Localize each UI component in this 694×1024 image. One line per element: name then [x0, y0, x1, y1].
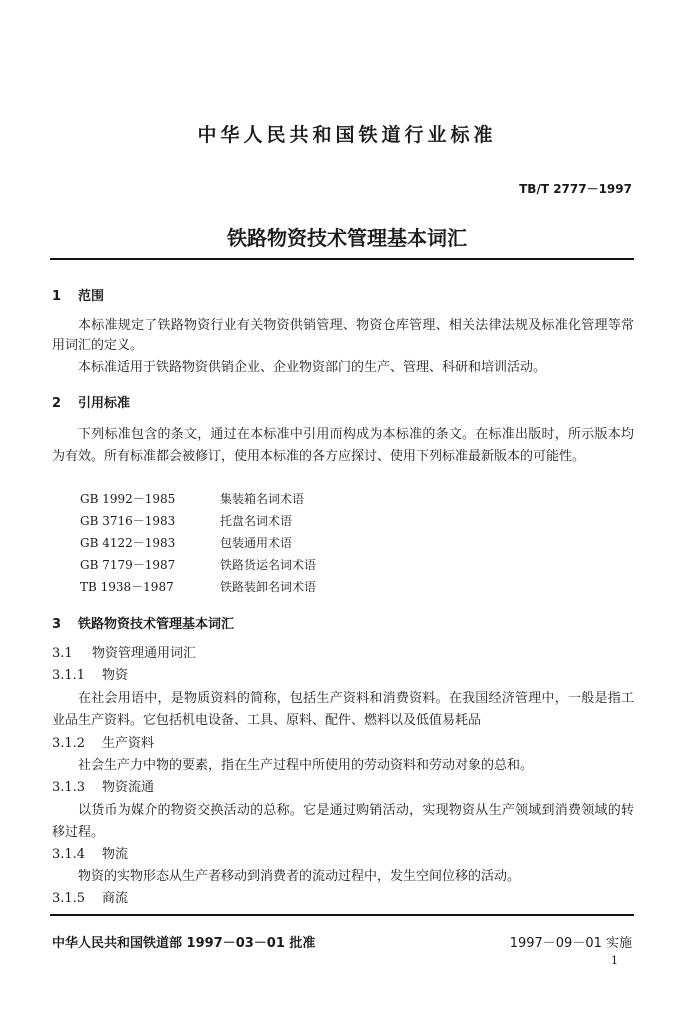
- term-definition: 以货币为媒介的物资交换活动的总称。它是通过购销活动，实现物资从生产领域到消费领域的转移过程。: [52, 803, 634, 840]
- section-title: 引用标准: [78, 396, 131, 411]
- section-title: 范围: [78, 289, 105, 304]
- term-name: 物资流通: [102, 780, 155, 795]
- reference-code: TB 1938－1987: [80, 580, 174, 594]
- section-title: 铁路物资技术管理基本词汇: [78, 617, 235, 632]
- top-rule: [50, 258, 634, 260]
- reference-name: 铁路装卸名词术语: [220, 580, 317, 594]
- reference-code: GB 3716－1983: [80, 514, 176, 528]
- term-number: 3.1.3: [52, 780, 86, 795]
- reference-row: [80, 555, 316, 575]
- term-definition: 在社会用语中，是物质资料的简称，包括生产资料和消费资料。在我国经济管理中，一般是指工业品生产资料。它包括机电设备、工具、原料、配件、燃料以及低值易耗品: [52, 691, 634, 728]
- term-heading: [52, 666, 128, 686]
- section-2-para-1: 下列标准包含的条文，通过在本标准中引用而构成为本标准的条文。在标准出版时，所示版本均为有效。所有标准都会被修订，使用本标准的各方应探讨、使用下列标准最新版本的可能性。: [52, 427, 634, 464]
- reference-name: 集装箱名词术语: [220, 492, 305, 506]
- org-title: 中华人民共和国铁道行业标准: [197, 124, 497, 146]
- term-name: 生产资料: [102, 736, 155, 751]
- term-heading: [52, 845, 128, 865]
- section-3-heading: [52, 613, 234, 632]
- reference-row: [80, 577, 316, 597]
- standard-number: TB/T 2777－1997: [519, 182, 632, 196]
- reference-name: 铁路货运名词术语: [220, 558, 317, 572]
- reference-code: GB 1992－1985: [80, 492, 176, 506]
- section-1-heading: [52, 285, 104, 304]
- term-number: 3.1.1: [52, 668, 86, 683]
- reference-row: [80, 511, 292, 531]
- term-heading: [52, 734, 154, 754]
- section-1-para-2: 本标准适用于铁路物资供销企业、企业物资部门的生产、管理、科研和培训活动。: [78, 360, 547, 375]
- term-definition: 社会生产力中物的要素，指在生产过程中所使用的劳动资料和劳动对象的总和。: [78, 758, 534, 773]
- section-2-heading: [52, 392, 130, 411]
- subsection-title: 物资管理通用词汇: [92, 646, 197, 661]
- reference-code: GB 4122－1983: [80, 536, 176, 550]
- subsection-3-1-heading: [52, 644, 196, 664]
- reference-code: GB 7179－1987: [80, 558, 176, 572]
- reference-row: [80, 489, 304, 509]
- term-number: 3.1.5: [52, 891, 86, 906]
- term-heading: [52, 778, 154, 798]
- approval-line: 中华人民共和国铁道部 1997－03－01 批准: [52, 936, 316, 951]
- implementation-date: 1997－09－01 实施: [509, 936, 632, 951]
- section-number: 3: [52, 617, 62, 632]
- term-name: 商流: [102, 891, 129, 906]
- section-1-para-1: 本标准规定了铁路物资行业有关物资供销管理、物资仓库管理、相关法律法规及标准化管理等常用词汇的定义。: [52, 318, 634, 353]
- section-number: 2: [52, 396, 62, 411]
- reference-row: [80, 533, 292, 553]
- page-number: 1: [611, 954, 618, 967]
- term-definition: 物资的实物形态从生产者移动到消费者的流动过程中，发生空间位移的活动。: [78, 869, 521, 884]
- document-title: 铁路物资技术管理基本词汇: [227, 226, 467, 250]
- section-number: 1: [52, 289, 62, 304]
- term-heading: [52, 889, 128, 909]
- term-name: 物资: [102, 668, 129, 683]
- term-number: 3.1.4: [52, 847, 86, 862]
- reference-name: 托盘名词术语: [220, 514, 293, 528]
- term-number: 3.1.2: [52, 736, 86, 751]
- reference-name: 包装通用术语: [220, 536, 293, 550]
- footer-rule: [50, 914, 634, 916]
- subsection-number: 3.1: [52, 646, 73, 661]
- term-name: 物流: [102, 847, 129, 862]
